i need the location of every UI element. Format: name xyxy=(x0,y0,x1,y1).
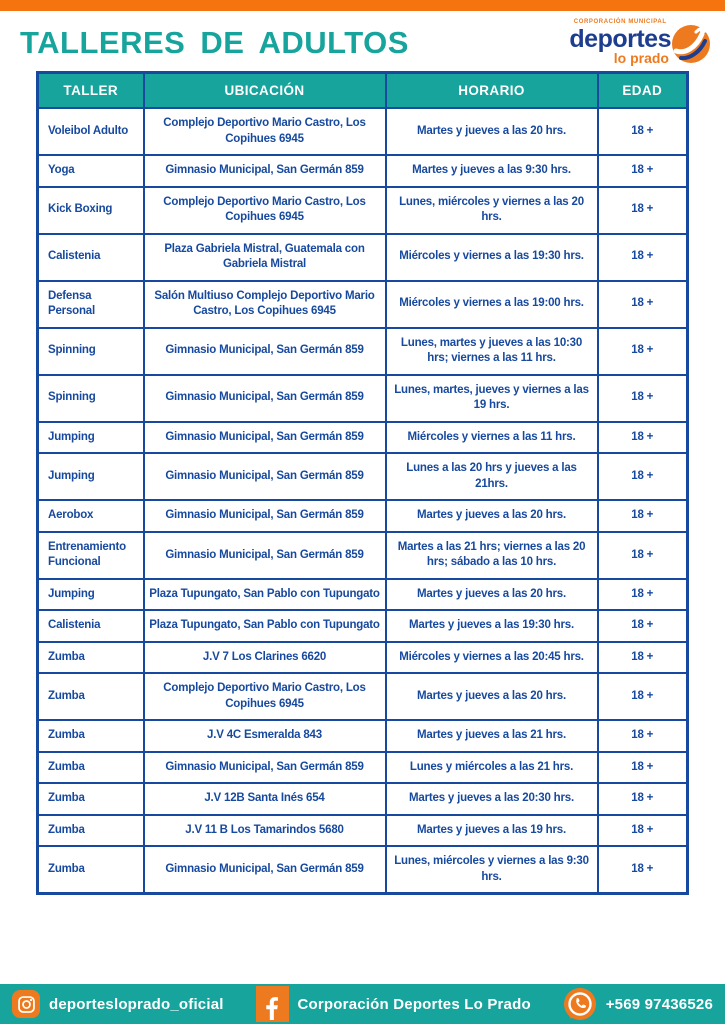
cell-edad: 18 + xyxy=(598,846,688,894)
table-row xyxy=(38,642,688,674)
cell-horario: Lunes, martes y jueves a las 10:30 hrs; viernes a las 11 hrs. xyxy=(386,328,598,375)
cell-edad: 18 + xyxy=(598,108,688,155)
table-row xyxy=(38,453,688,500)
cell-ubicacion: J.V 11 B Los Tamarindos 5680 xyxy=(144,815,386,847)
cell-horario: Miércoles y viernes a las 11 hrs. xyxy=(386,422,598,454)
logo-corporation-label: CORPORACIÓN MUNICIPAL xyxy=(573,19,667,25)
column-header-taller: TALLER xyxy=(38,73,144,109)
cell-horario: Lunes, miércoles y viernes a las 20 hrs. xyxy=(386,187,598,234)
cell-taller: Zumba xyxy=(38,815,144,847)
logo-brand-label: deportes xyxy=(569,25,671,53)
cell-ubicacion: J.V 7 Los Clarines 6620 xyxy=(144,642,386,674)
phone-icon xyxy=(563,987,597,1021)
workshops-table-body xyxy=(38,108,688,894)
cell-edad: 18 + xyxy=(598,187,688,234)
cell-ubicacion: Gimnasio Municipal, San Germán 859 xyxy=(144,752,386,784)
cell-edad: 18 + xyxy=(598,453,688,500)
table-row xyxy=(38,783,688,815)
cell-ubicacion: Complejo Deportivo Mario Castro, Los Copihues 6945 xyxy=(144,108,386,155)
cell-taller: Zumba xyxy=(38,783,144,815)
instagram-handle: deportesloprado_oficial xyxy=(49,995,224,1013)
cell-horario: Martes y jueves a las 9:30 hrs. xyxy=(386,155,598,187)
table-area xyxy=(0,69,725,984)
cell-taller: Zumba xyxy=(38,752,144,784)
cell-taller: Calistenia xyxy=(38,234,144,281)
facebook-label: Corporación Deportes Lo Prado xyxy=(297,995,531,1013)
cell-taller: Zumba xyxy=(38,720,144,752)
cell-taller: Zumba xyxy=(38,642,144,674)
cell-ubicacion: Gimnasio Municipal, San Germán 859 xyxy=(144,375,386,422)
column-header-edad: EDAD xyxy=(598,73,688,109)
cell-horario: Miércoles y viernes a las 19:30 hrs. xyxy=(386,234,598,281)
page-title: TALLERES DE ADULTOS xyxy=(20,25,409,60)
cell-horario: Martes a las 21 hrs; viernes a las 20 hrs; sábado a las 10 hrs. xyxy=(386,532,598,579)
cell-edad: 18 + xyxy=(598,610,688,642)
cell-edad: 18 + xyxy=(598,673,688,720)
table-row xyxy=(38,234,688,281)
logo-mark-icon xyxy=(669,20,713,64)
cell-edad: 18 + xyxy=(598,642,688,674)
cell-horario: Miércoles y viernes a las 19:00 hrs. xyxy=(386,281,598,328)
cell-taller: Zumba xyxy=(38,673,144,720)
cell-taller: Voleibol Adulto xyxy=(38,108,144,155)
logo xyxy=(569,19,713,65)
table-row xyxy=(38,815,688,847)
table-row xyxy=(38,500,688,532)
table-row xyxy=(38,187,688,234)
table-row xyxy=(38,108,688,155)
cell-edad: 18 + xyxy=(598,328,688,375)
cell-edad: 18 + xyxy=(598,375,688,422)
cell-horario: Lunes y miércoles a las 21 hrs. xyxy=(386,752,598,784)
phone-number: +569 97436526 xyxy=(605,995,713,1013)
table-row xyxy=(38,720,688,752)
cell-horario: Lunes a las 20 hrs y jueves a las 21hrs. xyxy=(386,453,598,500)
cell-taller: Yoga xyxy=(38,155,144,187)
cell-ubicacion: Complejo Deportivo Mario Castro, Los Copihues 6945 xyxy=(144,187,386,234)
table-row xyxy=(38,375,688,422)
cell-edad: 18 + xyxy=(598,422,688,454)
cell-horario: Martes y jueves a las 20 hrs. xyxy=(386,579,598,611)
cell-ubicacion: Gimnasio Municipal, San Germán 859 xyxy=(144,422,386,454)
cell-ubicacion: Salón Multiuso Complejo Deportivo Mario Castro, Los Copihues 6945 xyxy=(144,281,386,328)
table-row xyxy=(38,328,688,375)
cell-horario: Martes y jueves a las 20:30 hrs. xyxy=(386,783,598,815)
table-row xyxy=(38,673,688,720)
cell-taller: Calistenia xyxy=(38,610,144,642)
table-row xyxy=(38,846,688,894)
cell-horario: Martes y jueves a las 20 hrs. xyxy=(386,673,598,720)
cell-horario: Martes y jueves a las 21 hrs. xyxy=(386,720,598,752)
table-row xyxy=(38,155,688,187)
cell-taller: Spinning xyxy=(38,375,144,422)
cell-ubicacion: Gimnasio Municipal, San Germán 859 xyxy=(144,846,386,894)
cell-taller: Aerobox xyxy=(38,500,144,532)
cell-edad: 18 + xyxy=(598,155,688,187)
cell-horario: Martes y jueves a las 20 hrs. xyxy=(386,500,598,532)
facebook-icon xyxy=(256,986,289,1022)
header xyxy=(0,11,725,69)
top-accent-bar xyxy=(0,0,725,11)
table-row xyxy=(38,281,688,328)
footer xyxy=(0,984,725,1024)
cell-taller: Entrenamiento Funcional xyxy=(38,532,144,579)
table-row xyxy=(38,532,688,579)
table-row xyxy=(38,579,688,611)
logo-sub-label: lo prado xyxy=(613,50,669,66)
cell-ubicacion: Gimnasio Municipal, San Germán 859 xyxy=(144,532,386,579)
cell-taller: Jumping xyxy=(38,422,144,454)
cell-ubicacion: Plaza Tupungato, San Pablo con Tupungato xyxy=(144,610,386,642)
cell-taller: Kick Boxing xyxy=(38,187,144,234)
cell-taller: Jumping xyxy=(38,453,144,500)
cell-ubicacion: Plaza Tupungato, San Pablo con Tupungato xyxy=(144,579,386,611)
cell-ubicacion: J.V 12B Santa Inés 654 xyxy=(144,783,386,815)
facebook-item xyxy=(256,986,531,1022)
table-header-row xyxy=(38,73,688,109)
cell-taller: Zumba xyxy=(38,846,144,894)
cell-horario: Miércoles y viernes a las 20:45 hrs. xyxy=(386,642,598,674)
cell-edad: 18 + xyxy=(598,500,688,532)
column-header-ubicacion: UBICACIÓN xyxy=(144,73,386,109)
cell-horario: Martes y jueves a las 19:30 hrs. xyxy=(386,610,598,642)
cell-edad: 18 + xyxy=(598,532,688,579)
cell-taller: Defensa Personal xyxy=(38,281,144,328)
cell-horario: Martes y jueves a las 20 hrs. xyxy=(386,108,598,155)
table-row xyxy=(38,422,688,454)
cell-taller: Spinning xyxy=(38,328,144,375)
cell-ubicacion: Gimnasio Municipal, San Germán 859 xyxy=(144,453,386,500)
cell-ubicacion: Gimnasio Municipal, San Germán 859 xyxy=(144,500,386,532)
logo-text xyxy=(569,19,671,65)
phone-item xyxy=(563,987,713,1021)
cell-ubicacion: Gimnasio Municipal, San Germán 859 xyxy=(144,155,386,187)
instagram-icon xyxy=(12,990,40,1018)
column-header-horario: HORARIO xyxy=(386,73,598,109)
cell-edad: 18 + xyxy=(598,579,688,611)
cell-ubicacion: J.V 4C Esmeralda 843 xyxy=(144,720,386,752)
cell-edad: 18 + xyxy=(598,234,688,281)
cell-edad: 18 + xyxy=(598,752,688,784)
cell-edad: 18 + xyxy=(598,815,688,847)
cell-ubicacion: Plaza Gabriela Mistral, Guatemala con Gabriela Mistral xyxy=(144,234,386,281)
cell-taller: Jumping xyxy=(38,579,144,611)
cell-horario: Lunes, martes, jueves y viernes a las 19 hrs. xyxy=(386,375,598,422)
workshops-table xyxy=(36,71,689,895)
cell-edad: 18 + xyxy=(598,281,688,328)
cell-ubicacion: Gimnasio Municipal, San Germán 859 xyxy=(144,328,386,375)
instagram-item xyxy=(12,990,224,1018)
cell-edad: 18 + xyxy=(598,783,688,815)
cell-edad: 18 + xyxy=(598,720,688,752)
table-row xyxy=(38,610,688,642)
cell-horario: Martes y jueves a las 19 hrs. xyxy=(386,815,598,847)
cell-ubicacion: Complejo Deportivo Mario Castro, Los Copihues 6945 xyxy=(144,673,386,720)
cell-horario: Lunes, miércoles y viernes a las 9:30 hrs. xyxy=(386,846,598,894)
table-row xyxy=(38,752,688,784)
